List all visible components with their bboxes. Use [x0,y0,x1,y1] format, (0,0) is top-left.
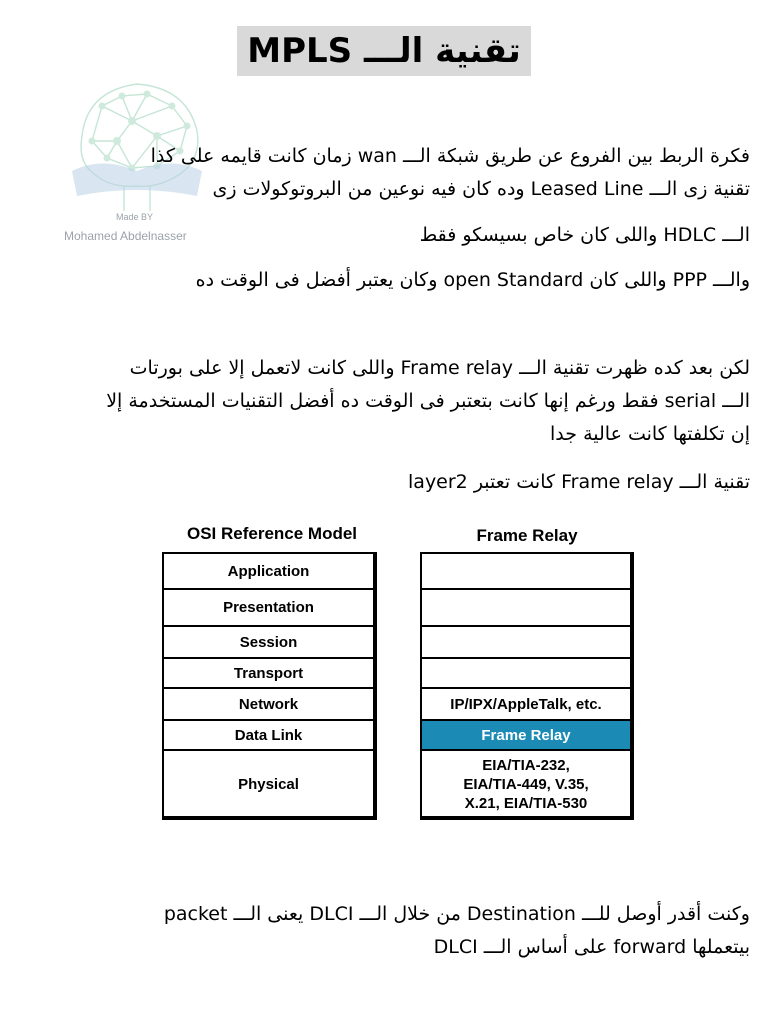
osi-layer: Data Link [164,721,373,751]
paragraph-line: وكنت أقدر أوصل للـــ Destination من خلال الـــ DLCI يعنى الـــ packet [163,903,750,925]
frame-relay-title: Frame Relay [476,526,578,545]
frame-relay-layer [422,554,630,590]
paragraph-frame-relay [106,352,750,451]
paragraph-intro [151,140,750,206]
paragraph-ppp [196,264,750,297]
frame-relay-layer [422,659,630,689]
osi-layer: Session [164,627,373,659]
osi-layer: Presentation [164,590,373,627]
paragraph-line: بيتعملها forward على أساس الـــ DLCI [433,936,750,958]
page-title: تقنية الـــ MPLS [237,26,531,76]
watermark-made-by: Made BY [116,212,154,222]
frame-relay-layer-stack [420,552,634,820]
frame-relay-layer: IP/IPX/AppleTalk, etc. [422,689,630,721]
osi-layer: Transport [164,659,373,689]
paragraph-line: الـــ HDLC واللى كان خاص بسيسكو فقط [419,224,750,246]
osi-layer-stack [162,552,377,820]
paragraph-hdlc [420,219,750,252]
paragraph-line: لكن بعد كده ظهرت تقنية الـــ Frame relay واللى كانت لاتعمل إلا على بورتات [129,357,750,379]
osi-layer: Network [164,689,373,721]
frame-relay-layer: Frame Relay [422,721,630,751]
paragraph-dlci [164,898,750,964]
paragraph-line: إن تكلفتها كانت عالية جدا [550,423,750,445]
paragraph-line: والـــ PPP واللى كان open Standard وكان يعتبر أفضل فى الوقت ده [195,269,750,291]
watermark-author: Mohamed Abdelnasser [64,229,187,243]
frame-relay-layer [422,627,630,659]
osi-frame-relay-diagram [158,522,638,824]
osi-layer: Application [164,554,373,590]
frame-relay-layer: EIA/TIA-232, EIA/TIA-449, V.35, X.21, EIA/TIA-530 [463,757,589,812]
paragraph-line: فكرة الربط بين الفروع عن طريق شبكة الـــ wan زمان كانت قايمه على كذا [150,145,750,167]
paragraph-layer2 [408,466,750,499]
osi-layer: Physical [238,776,299,793]
paragraph-line: تقنية زى الـــ Leased Line وده كان فيه نوعين من البروتوكولات زى [212,178,750,200]
paragraph-line: تقنية الـــ Frame relay كانت تعتبر layer2 [408,471,750,493]
paragraph-line: الـــ serial فقط ورغم إنها كانت بتعتبر فى الوقت ده أفضل التقنيات المستخدمة إلا [106,390,750,412]
osi-model-title: OSI Reference Model [186,524,358,543]
frame-relay-layer [422,590,630,627]
